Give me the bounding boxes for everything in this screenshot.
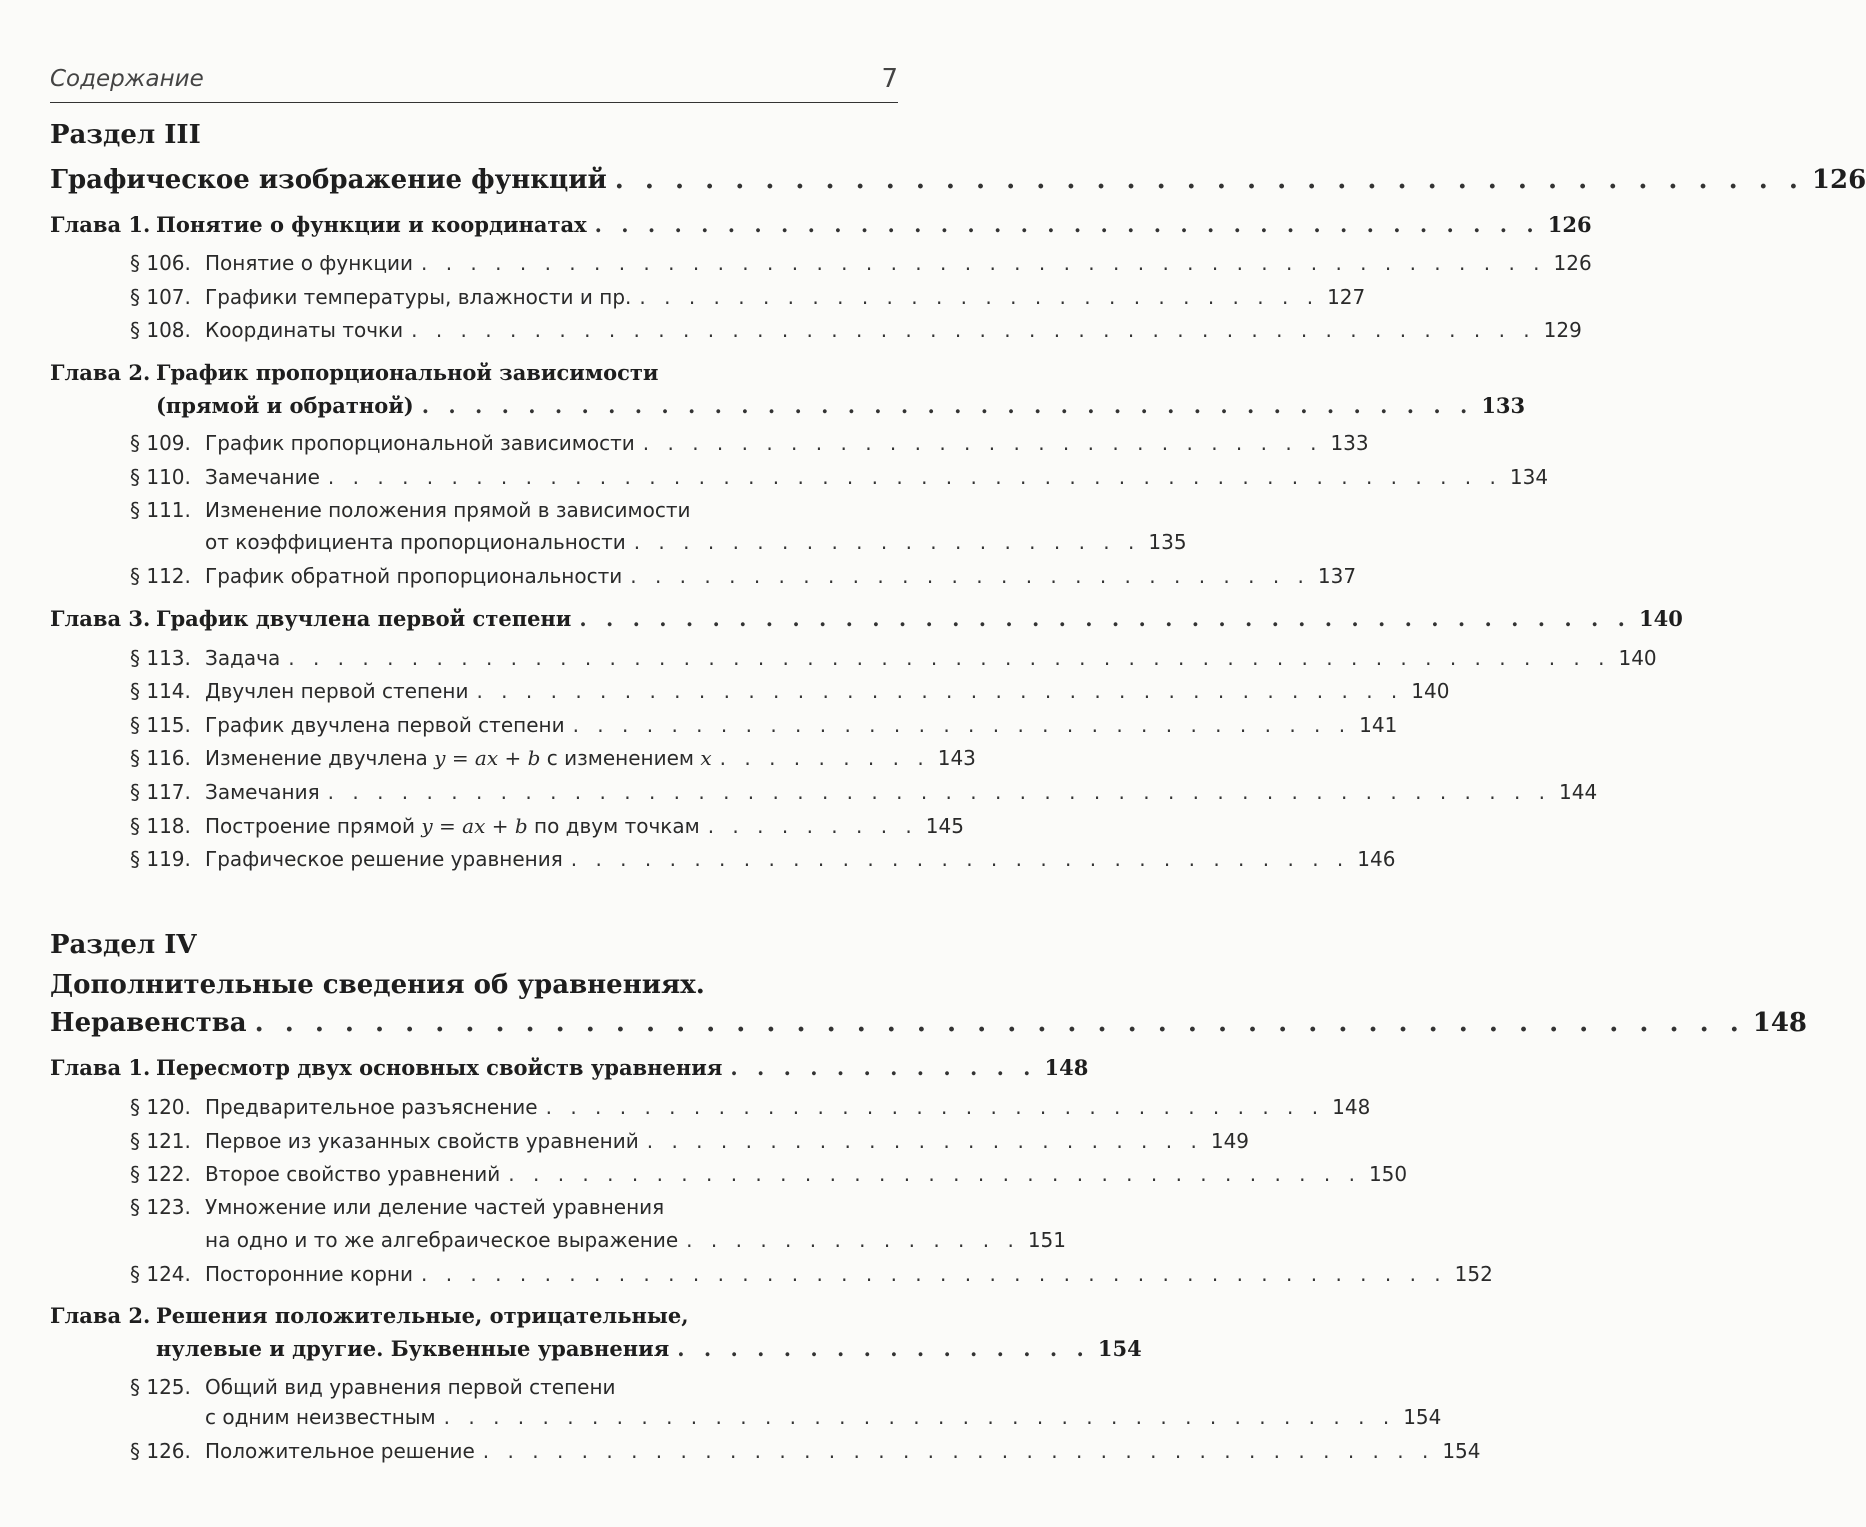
paragraph-number: § 107. xyxy=(130,285,191,309)
chapter-title: График двучлена первой степени xyxy=(156,606,572,631)
section-entry[interactable] xyxy=(50,165,1866,195)
paragraph-entry[interactable] xyxy=(50,1405,1442,1429)
paragraph-page: 133 xyxy=(1330,431,1369,455)
title-text: Изменение двучлена xyxy=(205,746,435,770)
paragraph-title: Координаты точки xyxy=(205,318,404,342)
paragraph-entry[interactable] xyxy=(50,285,1366,309)
paragraph-entry[interactable] xyxy=(50,713,1398,737)
paragraph-title: Понятие о функции xyxy=(205,251,413,275)
paragraph-number: § 110. xyxy=(130,465,191,489)
paragraph-number: § 120. xyxy=(130,1095,191,1119)
section-title: Графическое изображение функций xyxy=(50,165,607,195)
section-title-cont: Неравенства xyxy=(50,1008,247,1038)
paragraph-number: § 121. xyxy=(130,1129,191,1153)
paragraph-page: 146 xyxy=(1357,847,1396,871)
paragraph-number: § 125. xyxy=(130,1375,191,1399)
section-entry[interactable] xyxy=(50,1008,1808,1038)
paragraph-title: График обратной пропорциональности xyxy=(205,564,623,588)
paragraph-page: 127 xyxy=(1327,285,1366,309)
paragraph-title: Умножение или деление частей уравнения xyxy=(205,1195,665,1219)
section-label: Раздел IV xyxy=(50,930,197,960)
paragraph-number: § 123. xyxy=(130,1195,191,1219)
paragraph-title: Второе свойство уравнений xyxy=(205,1162,501,1186)
paragraph-title: Посторонние корни xyxy=(205,1262,413,1286)
paragraph-page: 149 xyxy=(1210,1129,1250,1153)
paragraph-title: Предварительное разъяснение xyxy=(205,1095,538,1119)
chapter-number: Глава 1. xyxy=(50,212,151,237)
leader-dots: . . . . . . . . . . . . . . . . . . . . . . . . . . . . . . . . xyxy=(572,713,1352,737)
paragraph-number: § 111. xyxy=(130,498,191,522)
paragraph-page: 151 xyxy=(1027,1228,1067,1252)
paragraph-entry[interactable] xyxy=(50,465,1549,489)
paragraph-entry[interactable] xyxy=(50,847,1396,871)
chapter-number: Глава 2. xyxy=(50,1303,151,1328)
running-head-title: Содержание xyxy=(50,66,204,92)
paragraph-entry[interactable] xyxy=(50,564,1357,588)
chapter-page: 133 xyxy=(1481,393,1526,418)
paragraph-page: 143 xyxy=(937,746,976,770)
leader-dots: . . . . . . . . . . . . . . . . . . . . . . . . . . . . xyxy=(639,285,1320,309)
paragraph-entry[interactable] xyxy=(50,1262,1493,1286)
chapter-title: Понятие о функции и координатах xyxy=(156,212,587,237)
title-text: по двум точкам xyxy=(527,814,700,838)
chapter-page: 140 xyxy=(1638,606,1683,631)
paragraph-entry[interactable] xyxy=(50,1129,1250,1153)
paragraph-page: 150 xyxy=(1368,1162,1408,1186)
paragraph-page: 135 xyxy=(1148,530,1187,554)
paragraph-page: 137 xyxy=(1317,564,1357,588)
paragraph-number: § 112. xyxy=(130,564,191,588)
paragraph-number: § 113. xyxy=(130,646,191,670)
paragraph-page: 148 xyxy=(1332,1095,1371,1119)
leader-dots: . . . . . . . . . . . . . . . . . . . . . . . . . . . . . . . . . . . . . . . . . . . . . . . . . . xyxy=(254,1008,1745,1038)
section-title-line: Дополнительные сведения об уравнениях. xyxy=(50,970,705,1000)
chapter-page: 148 xyxy=(1044,1055,1089,1080)
paragraph-title-cont: на одно и то же алгебраическое выражение xyxy=(205,1228,679,1252)
paragraph-entry[interactable] xyxy=(50,318,1582,342)
leader-dots: . . . . . . . . . . . . . . . . . . . . . . . . . . . . . . . . . . . . . . . xyxy=(443,1405,1396,1429)
section-page: 126 xyxy=(1811,165,1866,195)
paragraph-entry[interactable] xyxy=(50,780,1598,804)
paragraph-title: Общий вид уравнения первой степени xyxy=(205,1375,616,1399)
paragraph-entry[interactable] xyxy=(50,814,964,838)
leader-dots: . . . . . . . . . . . . . . . . . . . . . . . . . . . . . . . . xyxy=(570,847,1350,871)
chapter-title-line[interactable] xyxy=(50,360,658,385)
section-label: Раздел III xyxy=(50,120,201,150)
chapter-page: 126 xyxy=(1547,212,1592,237)
paragraph-page: 141 xyxy=(1359,713,1398,737)
leader-dots: . . . . . . . . . xyxy=(707,814,918,838)
leader-dots: . . . . . . . . . . . . . . . . . . . . . . . . . . . . . . . . . . . . . . . . . . . . . . xyxy=(411,318,1536,342)
paragraph-number: § 109. xyxy=(130,431,191,455)
paragraph-number: § 119. xyxy=(130,847,191,871)
paragraph-number: § 116. xyxy=(130,746,191,770)
leader-dots: . . . . . . . . . xyxy=(719,746,930,770)
chapter-title: Пересмотр двух основных свойств уравнения xyxy=(156,1055,723,1080)
paragraph-title: Изменение положения прямой в зависимости xyxy=(205,498,691,522)
paragraph-number: § 126. xyxy=(130,1439,191,1463)
leader-dots: . . . . . . . . . . . . . . . . . . . . . . . . . . . . . . . . xyxy=(545,1095,1325,1119)
paragraph-entry[interactable] xyxy=(50,251,1592,275)
paragraph-title-cont: от коэффициента пропорциональности xyxy=(205,530,626,554)
paragraph-entry[interactable] xyxy=(50,679,1450,703)
paragraph-title: Замечания xyxy=(205,780,320,804)
leader-dots: . . . . . . . . . . . . . . . . . . . . . . . . . . . . xyxy=(630,564,1310,588)
leader-dots: . . . . . . . . . . . . . . . . . . . . . . . . . . . . . . . . . . . . xyxy=(594,212,1540,237)
chapter-entry[interactable] xyxy=(50,1055,1089,1080)
chapter-title-line[interactable] xyxy=(50,1303,689,1328)
chapter-title-cont: нулевые и другие. Буквенные уравнения xyxy=(156,1336,670,1361)
paragraph-number: § 115. xyxy=(130,713,191,737)
chapter-page: 154 xyxy=(1097,1336,1142,1361)
paragraph-title: Задача xyxy=(205,646,281,670)
paragraph-page: 129 xyxy=(1543,318,1582,342)
leader-dots: . . . . . . . . . . . . . . . . . . . . . . . . . . . . . . . . . . . . . . . xyxy=(482,1439,1435,1463)
chapter-title-cont: (прямой и обратной) xyxy=(156,393,414,418)
paragraph-entry[interactable] xyxy=(50,646,1657,670)
leader-dots: . . . . . . . . . . . . . . . . . . . . . . . . . . . . xyxy=(642,431,1323,455)
leader-dots: . . . . . . . . . . . . . . xyxy=(686,1228,1020,1252)
chapter-entry[interactable] xyxy=(50,393,1526,418)
paragraph-title xyxy=(205,814,700,838)
leader-dots: . . . . . . . . . . . . . . . . . . . . . . . . . . . . . . . . . . . . . . xyxy=(476,679,1404,703)
paragraph-title: Первое из указанных свойств уравнений xyxy=(205,1129,639,1153)
leader-dots: . . . . . . . . . . . . . . . . . . . . . . . . . . . . . . . . . . . . . . . . . . xyxy=(421,1262,1447,1286)
leader-dots: . . . . . . . . . . . . . . . . . . . . . . . xyxy=(646,1129,1203,1153)
paragraph-entry[interactable] xyxy=(50,1162,1408,1186)
paragraph-number: § 124. xyxy=(130,1262,191,1286)
leader-dots: . . . . . . . . . . . . . . . . . . . . . . . . . . . . . . . . . . . . . . . . . . . . . . xyxy=(421,251,1546,275)
leader-dots: . . . . . . . . . . . . . . . . . . . . . . . . . . . . . . . . . . . . . . . . xyxy=(579,606,1631,631)
paragraph-page: 140 xyxy=(1618,646,1657,670)
math-formula: y = ax + b xyxy=(434,746,541,770)
leader-dots: . . . . . . . . . . . . . . . . . . . . . . . . . . . . . . . . . . . . . . . . . . . . . . . . . . . . . . xyxy=(288,646,1611,670)
paragraph-title: Положительное решение xyxy=(205,1439,475,1463)
leader-dots: . . . . . . . . . . . . xyxy=(730,1055,1037,1080)
paragraph-number: § 108. xyxy=(130,318,191,342)
paragraph-entry[interactable] xyxy=(50,746,976,770)
running-head xyxy=(50,64,898,103)
paragraph-page: 152 xyxy=(1454,1262,1493,1286)
leader-dots: . . . . . . . . . . . . . . . . . . . . . xyxy=(633,530,1141,554)
paragraph-page: 145 xyxy=(925,814,964,838)
paragraph-entry[interactable] xyxy=(50,1095,1371,1119)
paragraph-entry[interactable] xyxy=(50,431,1369,455)
leader-dots: . . . . . . . . . . . . . . . . . . . . . . . . . . . . . . . . . . . . . . . . . . . . . . . . xyxy=(327,465,1502,489)
paragraph-entry[interactable] xyxy=(50,530,1187,554)
paragraph-title: Замечание xyxy=(205,465,320,489)
paragraph-number: § 122. xyxy=(130,1162,191,1186)
chapter-entry[interactable] xyxy=(50,1336,1142,1361)
chapter-title: График пропорциональной зависимости xyxy=(156,360,659,385)
paragraph-page: 154 xyxy=(1403,1405,1442,1429)
leader-dots: . . . . . . . . . . . . . . . . . . . . . . . . . . . . . . . . . . . . . . . . . . . . . . . . . . xyxy=(327,780,1552,804)
paragraph-title: Графическое решение уравнения xyxy=(205,847,563,871)
chapter-entry[interactable] xyxy=(50,212,1592,237)
leader-dots: . . . . . . . . . . . . . . . . xyxy=(677,1336,1090,1361)
leader-dots: . . . . . . . . . . . . . . . . . . . . . . . . . . . . . . . . . . . xyxy=(508,1162,1361,1186)
paragraph-title: Графики температуры, влажности и пр. xyxy=(205,285,632,309)
paragraph-page: 134 xyxy=(1509,465,1549,489)
title-text: Построение прямой xyxy=(205,814,422,838)
leader-dots: . . . . . . . . . . . . . . . . . . . . . . . . . . . . . . . . . . . . . . . . xyxy=(614,165,1804,195)
chapter-title: Решения положительные, отрицательные, xyxy=(156,1303,689,1328)
paragraph-title-cont: с одним неизвестным xyxy=(205,1405,436,1429)
title-text: с изменением xyxy=(540,746,701,770)
paragraph-page: 144 xyxy=(1559,780,1598,804)
chapter-number: Глава 1. xyxy=(50,1055,151,1080)
paragraph-page: 126 xyxy=(1553,251,1592,275)
paragraph-number: § 106. xyxy=(130,251,191,275)
chapter-entry[interactable] xyxy=(50,606,1683,631)
math-variable: x xyxy=(700,746,712,770)
leader-dots: . . . . . . . . . . . . . . . . . . . . . . . . . . . . . . . . . . . . . . . . xyxy=(421,393,1474,418)
paragraph-entry[interactable] xyxy=(50,1228,1067,1252)
paragraph-page: 154 xyxy=(1442,1439,1481,1463)
paragraph-title: График пропорциональной зависимости xyxy=(205,431,635,455)
paragraph-number: § 118. xyxy=(130,814,191,838)
paragraph-number: § 117. xyxy=(130,780,191,804)
paragraph-title: График двучлена первой степени xyxy=(205,713,565,737)
paragraph-entry[interactable] xyxy=(50,1439,1481,1463)
paragraph-page: 140 xyxy=(1411,679,1450,703)
math-formula: y = ax + b xyxy=(421,814,528,838)
chapter-number: Глава 2. xyxy=(50,360,151,385)
page-number: 7 xyxy=(881,64,898,94)
paragraph-title: Двучлен первой степени xyxy=(205,679,469,703)
chapter-number: Глава 3. xyxy=(50,606,151,631)
paragraph-number: § 114. xyxy=(130,679,191,703)
section-page: 148 xyxy=(1752,1008,1808,1038)
paragraph-title xyxy=(205,746,712,770)
